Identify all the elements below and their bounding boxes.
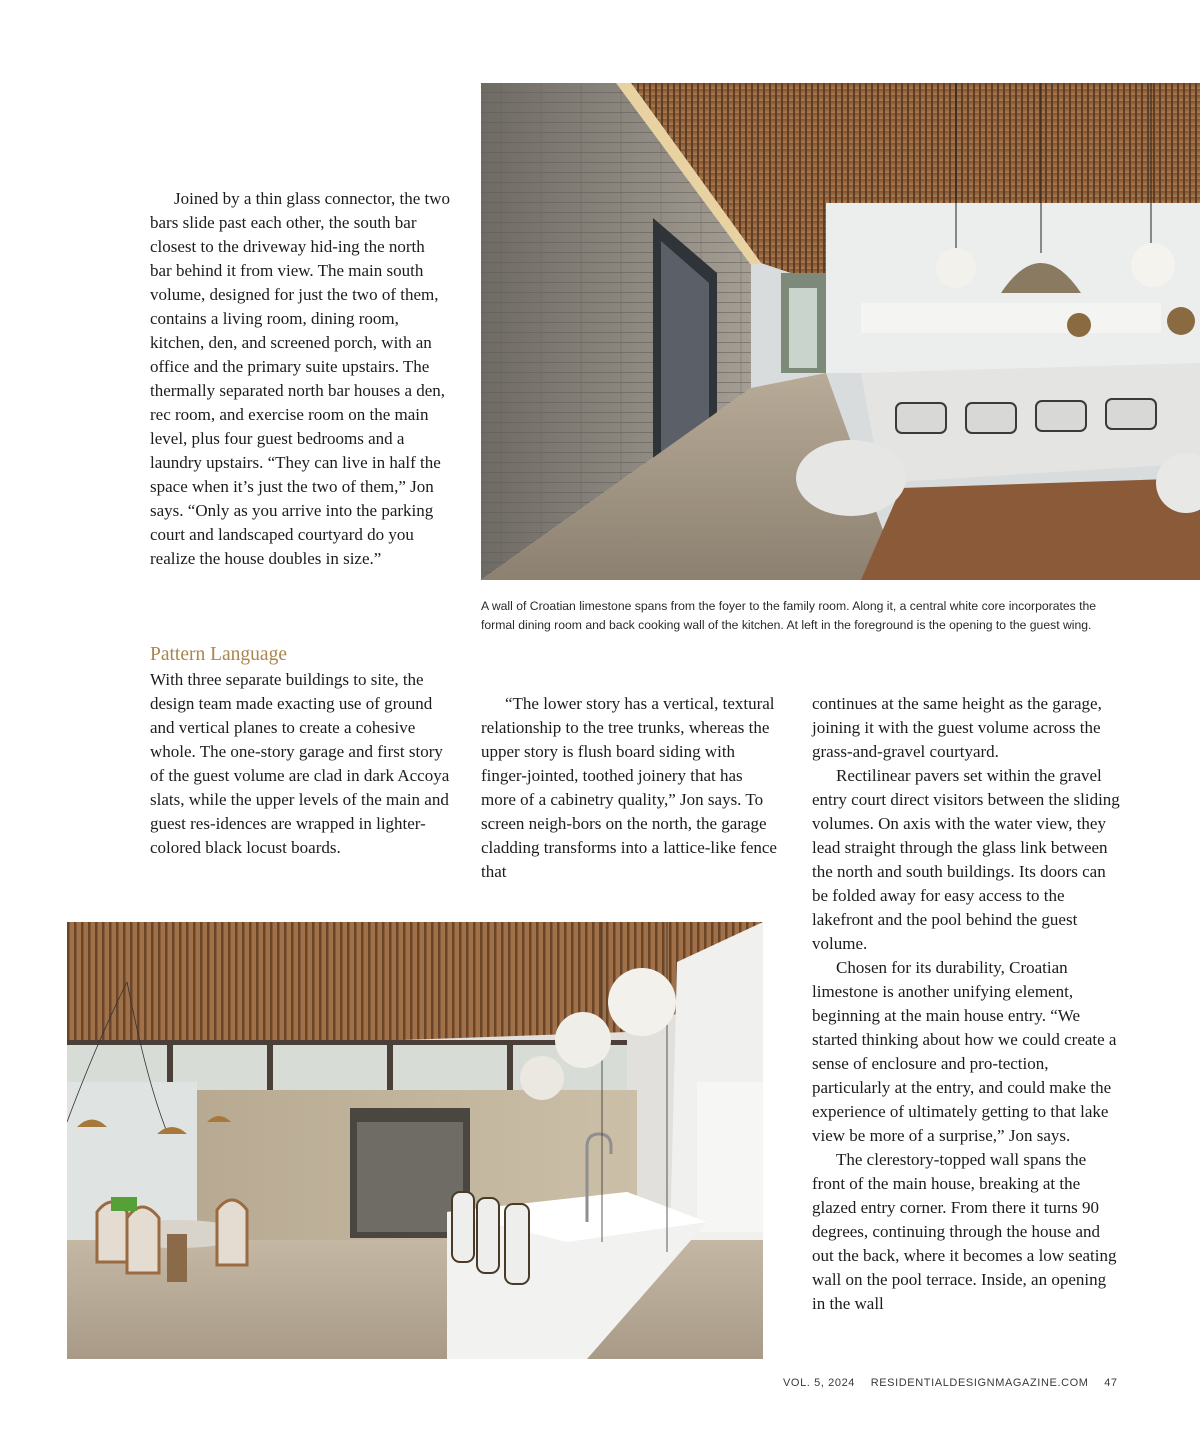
column-3 — [812, 692, 1122, 1316]
photo-limestone-corridor-image — [481, 83, 1200, 580]
photo-kitchen-dining-image — [67, 922, 763, 1359]
page-footer — [783, 1377, 1133, 1389]
footer-page-number: 47 — [1104, 1377, 1118, 1389]
column-1 — [150, 187, 450, 571]
column-1-lower — [150, 668, 450, 860]
section-paragraph: With three separate buildings to site, the design team made exacting use of ground and vertical planes to create a cohesive whole. The one-story garage and first story of the guest volume are clad in dark Accoya slats, while the upper levels of the main and guest res-idences are wrapped in lighter-colored black locust boards. — [150, 670, 450, 857]
column-2 — [481, 692, 781, 884]
photo-limestone-corridor — [481, 83, 1200, 580]
intro-paragraph: Joined by a thin glass connector, the two bars slide past each other, the south bar closest to the driveway hid-ing the north bar behind it from view. The main south volume, designed for just the two of them, contains a living room, dining room, kitchen, den, and screened porch, with an office and the primary suite upstairs. The thermally separated north bar houses a den, rec room, and exercise room on the main level, plus four guest bedrooms and a laundry upstairs. “They can live in half the space when it’s just the two of them,” Jon says. “Only as you arrive into the parking court and landscaped courtyard do you realize the house doubles in size.” — [150, 189, 450, 568]
photo-kitchen-dining — [67, 922, 763, 1359]
section-heading: Pattern Language — [150, 644, 287, 665]
column-3-paragraph-1: continues at the same height as the garage, joining it with the guest volume across the grass-and-gravel courtyard. — [812, 694, 1102, 761]
column-3-paragraph-2: Rectilinear pavers set within the gravel entry court direct visitors between the sliding volumes. On axis with the water view, they lead straight through the glass link between the north and south buildings. Its doors can be folded away for easy access to the lakefront and the pool behind the guest volume. — [812, 766, 1120, 953]
column-3-paragraph-4: The clerestory-topped wall spans the front of the main house, breaking at the glazed entry corner. From there it turns 90 degrees, continuing through the house and out the back, where it becomes a low seating wall on the pool terrace. Inside, an opening in the wall — [812, 1150, 1117, 1313]
footer-volume: VOL. 5, 2024 — [783, 1377, 856, 1389]
column-3-paragraph-3: Chosen for its durability, Croatian limestone is another unifying element, beginning at the main house entry. “We started thinking about how we could create a sense of enclosure and pro-tection, particularly at the entry, and could make the experience of ultimately getting to that lake view be more of a surprise,” Jon says. — [812, 958, 1117, 1145]
footer-site: RESIDENTIALDESIGNMAGAZINE.COM — [870, 1377, 1089, 1389]
column-2-paragraph: “The lower story has a vertical, textural relationship to the tree trunks, whereas the upper story is flush board siding with finger-jointed, toothed joinery that has more of a cabinetry quality,” Jon says. To screen neigh-bors on the north, the garage cladding transforms into a lattice-like fence that — [481, 694, 777, 881]
photo-caption: A wall of Croatian limestone spans from the foyer to the family room. Along it, a central white core incorporates the formal dining room and back cooking wall of the kitchen. At left in the foreground is the opening to the guest wing. — [481, 599, 1097, 632]
